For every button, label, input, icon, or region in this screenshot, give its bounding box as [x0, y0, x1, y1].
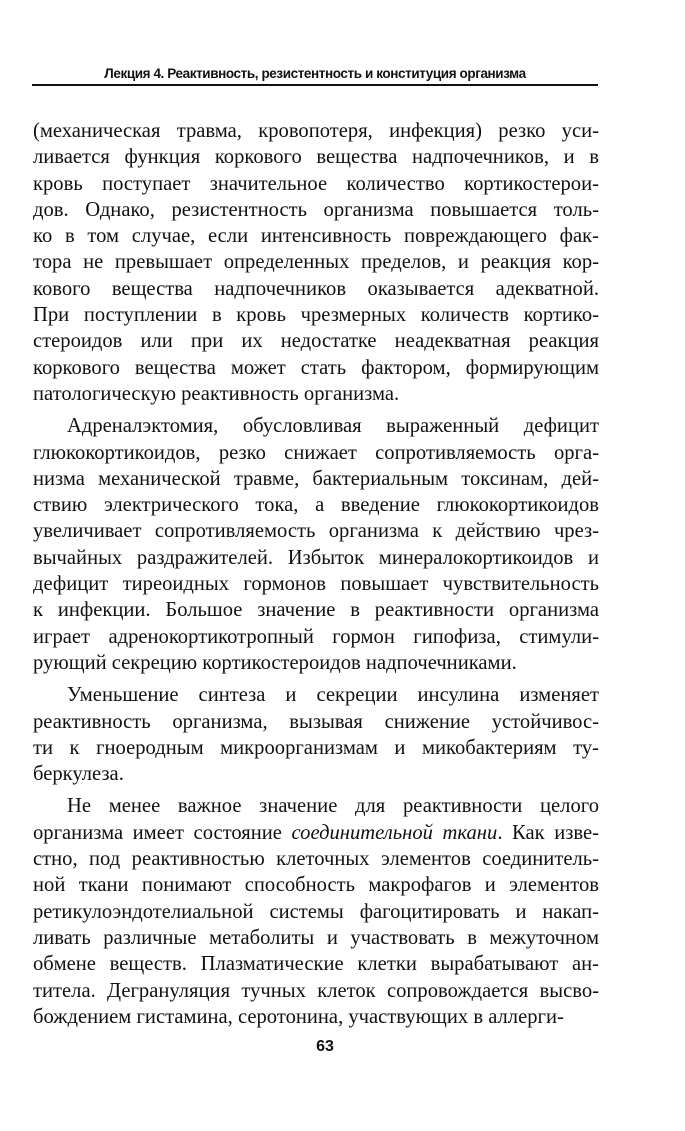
- text-line: беркулеза.: [33, 763, 124, 786]
- text-line: ливать различные метаболиты и участвовать в межуточном: [33, 926, 599, 949]
- text-line: ретикулоэндотелиальной системы фагоцитировать и накап-: [33, 900, 599, 923]
- page-number: 63: [316, 1038, 334, 1055]
- text-line: тора не превышает определенных пределов, и реакция кор-: [33, 251, 599, 274]
- text-line: играет адренокортикотропный гормон гипофиза, стимули-: [33, 625, 599, 648]
- text-line: коркового вещества может стать фактором, формирующим: [33, 356, 599, 379]
- text-line: обмене веществ. Плазматические клетки вырабатывают ан-: [33, 953, 599, 976]
- text-line: патологическую реактивность организма.: [33, 382, 400, 405]
- text-line: ливается функция коркового вещества надпочечников, и в: [33, 146, 599, 169]
- text-line: ной ткани понимают способность макрофагов и элементов: [33, 874, 599, 897]
- paragraph: [33, 793, 599, 1030]
- text-line: При поступлении в кровь чрезмерных количеств кортико-: [33, 304, 599, 327]
- text-line: рующий секрецию кортикостероидов надпочечниками.: [33, 651, 517, 674]
- text-line: организма имеет состояние соединительной ткани. Как изве-: [33, 821, 599, 844]
- paragraph: [33, 682, 599, 787]
- text-line: (механическая травма, кровопотеря, инфекция) резко уси-: [33, 120, 599, 142]
- text-line: ко в том случае, если интенсивность повреждающего фак-: [33, 225, 599, 248]
- text-line: ствию электрического тока, а введение глюкокортикоидов: [33, 494, 599, 517]
- text-line: кового вещества надпочечников оказывается адекватной.: [33, 277, 599, 300]
- text-line: увеличивает сопротивляемость организма к действию чрез-: [33, 520, 599, 543]
- text-line: дов. Однако, резистентность организма повышается толь-: [33, 198, 599, 221]
- paragraph: [33, 118, 599, 407]
- header-rule: [32, 84, 598, 86]
- text-line: вычайных раздражителей. Избыток минералокортикоидов и: [33, 546, 599, 569]
- body-text: [33, 118, 599, 1030]
- paragraph: [33, 413, 599, 676]
- italic-term: соединительной ткани: [291, 821, 498, 844]
- text-line: Уменьшение синтеза и секреции инсулина изменяет: [67, 684, 599, 707]
- text-line: низма механической травме, бактериальным токсинам, дей-: [33, 467, 599, 490]
- text-line: Не менее важное значение для реактивности целого: [67, 795, 599, 818]
- text-line: ти к гноеродным микроорганизмам и микобактериям ту-: [33, 736, 599, 759]
- text-line: бождением гистамина, серотонина, участвующих в аллерги-: [33, 1005, 564, 1028]
- text-line: реактивность организма, вызывая снижение устойчивос-: [33, 710, 599, 733]
- text-line: Адреналэктомия, обусловливая выраженный дефицит: [67, 415, 599, 438]
- text-line: дефицит тиреоидных гормонов повышает чувствительность: [33, 573, 599, 596]
- text-line: к инфекции. Большое значение в реактивности организма: [33, 599, 599, 622]
- text-line: стероидов или при их недостатке неадекватная реакция: [33, 330, 599, 353]
- text-line: глюкокортикоидов, резко снижает сопротивляемость орга-: [33, 441, 599, 464]
- text-line: кровь поступает значительное количество кортикостерои-: [33, 172, 599, 195]
- text-line: стно, под реактивностью клеточных элементов соединитель-: [33, 848, 599, 871]
- text-line: титела. Дегрануляция тучных клеток сопровождается высво-: [33, 979, 599, 1002]
- running-head: Лекция 4. Реактивность, резистентность и конституция организма: [104, 66, 526, 81]
